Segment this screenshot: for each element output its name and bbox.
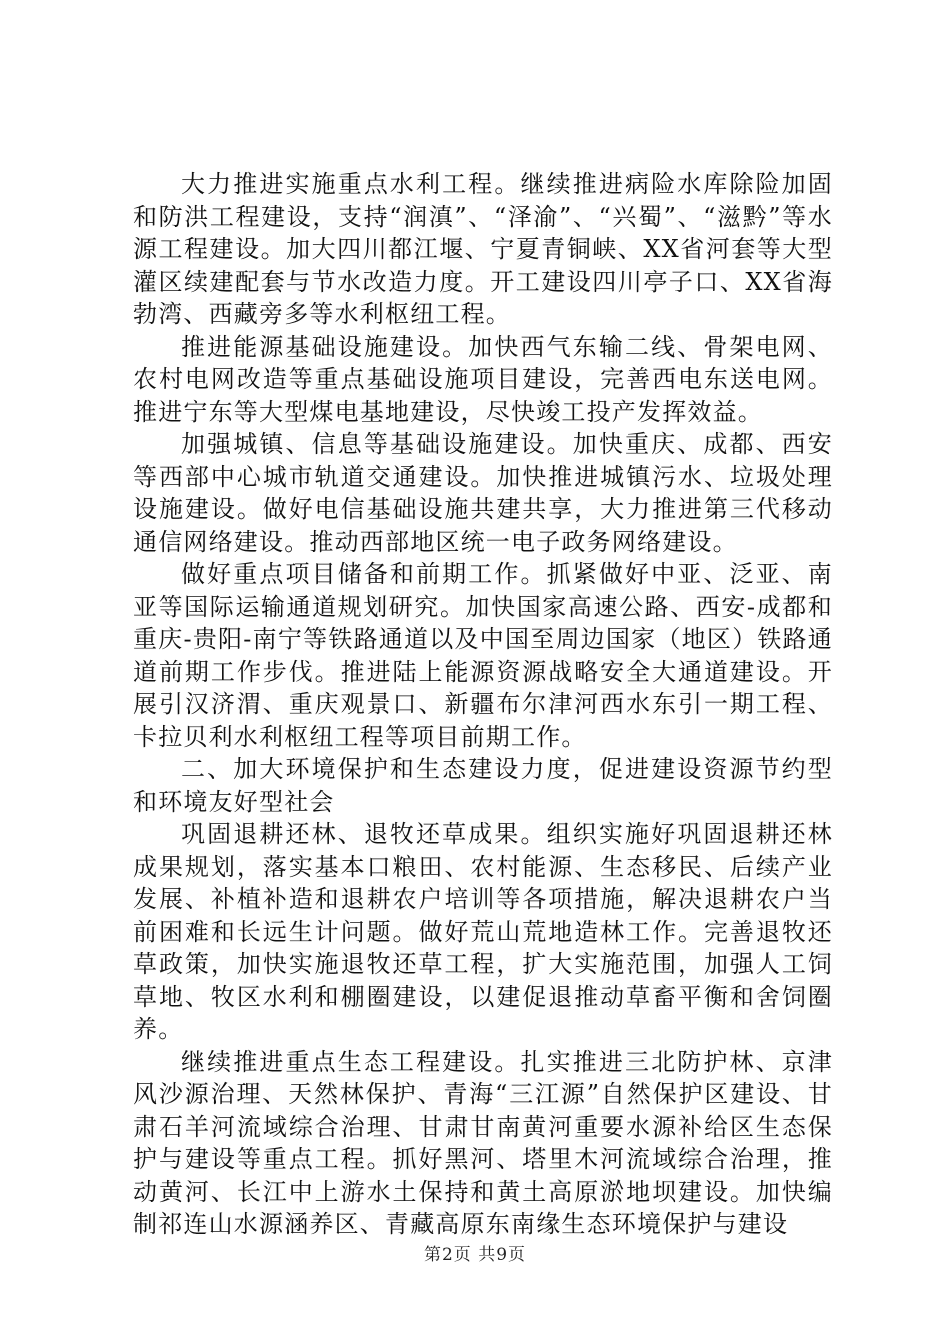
paragraph-water-projects: 大力推进实施重点水利工程。继续推进病险水库除险加固和防洪工程建设，支持“润滇”、“泽渝”、“兴蜀”、“滋黔”等水源工程建设。加大四川都江堰、宁夏青铜峡、XX省河套等大型灌区续建配套与节水改造力度。开工建设四川亭子口、XX省海勃湾、西藏旁多等水利枢纽工程。 [133, 170, 833, 328]
section-heading-environment: 二、加大环境保护和生态建设力度，促进建设资源节约型和环境友好型社会 [133, 755, 833, 816]
page-number-footer: 第2页 共9页 [423, 1245, 527, 1265]
paragraph-ecological-projects: 继续推进重点生态工程建设。扎实推进三北防护林、京津风沙源治理、天然林保护、青海“三江源”自然保护区建设、甘肃石羊河流域综合治理、甘肃甘南黄河重要水源补给区生态保护与建设等重点工程。抓好黑河、塔里木河流域综合治理，推动黄河、长江中上游水土保持和黄土高原淤地坝建设。加快编制祁连山水源涵养区、青藏高原东南缘生态环境保护与建设 [133, 1047, 833, 1238]
paragraph-returning-farmland: 巩固退耕还林、退牧还草成果。组织实施好巩固退耕还林成果规划，落实基本口粮田、农村能源、生态移民、后续产业发展、补植补造和退耕农户培训等各项措施，解决退耕农户当前困难和长远生计问题。做好荒山荒地造林工作。完善退牧还草政策，加快实施退牧还草工程，扩大实施范围，加强人工饲草地、牧区水利和棚圈建设，以建促退推动草畜平衡和舍饲圈养。 [133, 820, 833, 1043]
paragraph-urban-info-infrastructure: 加强城镇、信息等基础设施建设。加快重庆、成都、西安等西部中心城市轨道交通建设。加快推进城镇污水、垃圾处理设施建设。做好电信基础设施共建共享，大力推进第三代移动通信网络建设。推动西部地区统一电子政务网络建设。 [133, 430, 833, 556]
document-body [133, 168, 833, 1241]
paragraph-project-reserve: 做好重点项目储备和前期工作。抓紧做好中亚、泛亚、南亚等国际运输通道规划研究。加快国家高速公路、西安-成都和重庆-贵阳-南宁等铁路通道以及中国至周边国家（地区）铁路通道前期工作步伐。推进陆上能源资源战略安全大通道建设。开展引汉济渭、重庆观景口、新疆布尔津河西水东引一期工程、卡拉贝利水利枢纽工程等项目前期工作。 [133, 560, 833, 751]
paragraph-energy-infrastructure: 推进能源基础设施建设。加快西气东输二线、骨架电网、农村电网改造等重点基础设施项目建设，完善西电东送电网。推进宁东等大型煤电基地建设，尽快竣工投产发挥效益。 [133, 332, 833, 426]
